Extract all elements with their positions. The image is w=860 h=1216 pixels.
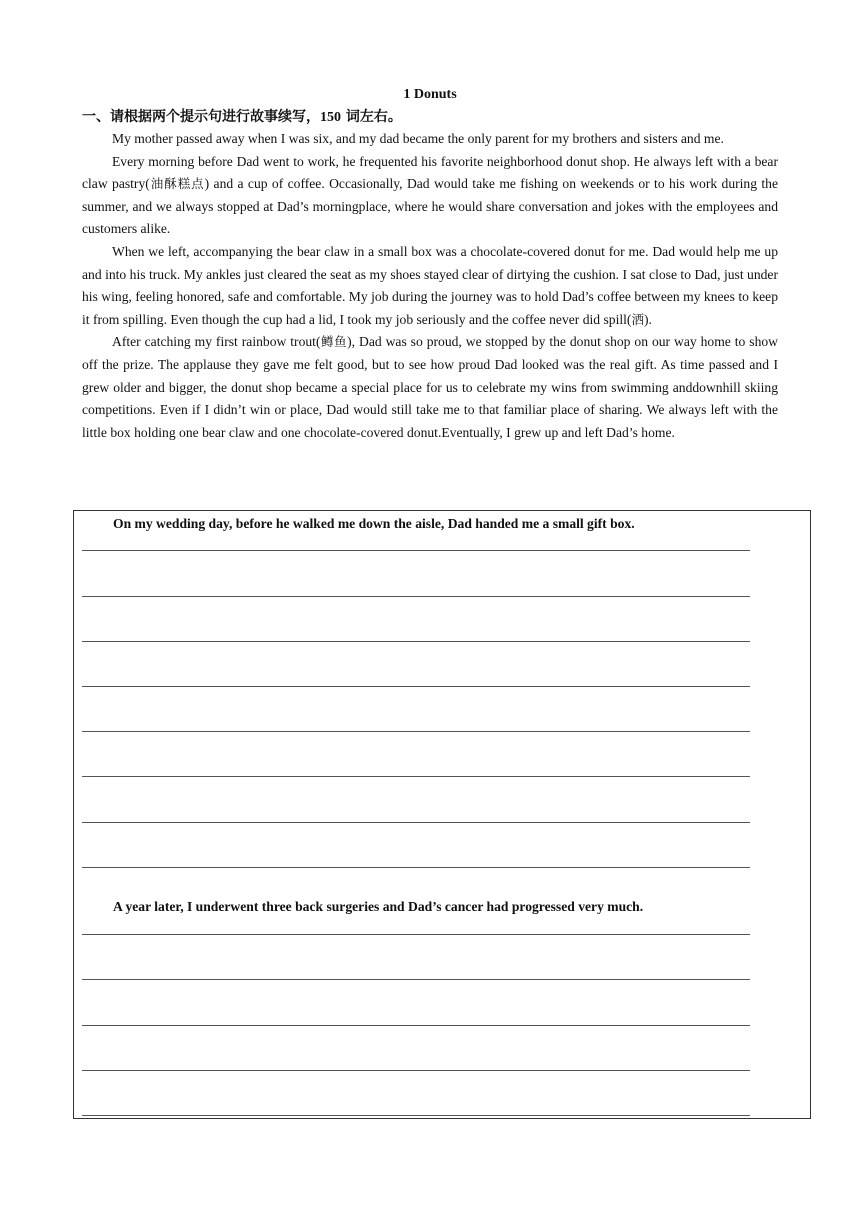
paragraph-text: Every morning before Dad went to work, he frequented his favorite neighborhood donut shop. He always left with a bear claw pastry( [82,153,778,192]
paragraph-text: My mother passed away when I was six, and my dad became the only parent for my brothers and sisters and me. [112,131,724,146]
writing-line[interactable] [82,731,750,732]
instruction-suffix: 词左右。 [341,109,402,125]
chinese-gloss: 油酥糕点 [149,176,205,192]
writing-line[interactable] [82,822,750,823]
writing-area [73,510,811,1119]
instruction-prefix: 一、请根据两个提示句进行故事续写， [82,109,320,125]
writing-line[interactable] [82,934,750,935]
paragraph-text: After catching my first rainbow trout( [112,334,321,350]
writing-line[interactable] [82,641,750,642]
chinese-gloss: 洒 [631,311,644,327]
instruction-word-count: 150 [320,110,341,125]
writing-line[interactable] [82,867,750,868]
writing-line[interactable] [82,596,750,597]
writing-line[interactable] [82,1025,750,1026]
continuation-prompt-2: A year later, I underwent three back surgeries and Dad’s cancer had progressed very much. [113,899,644,914]
writing-line[interactable] [82,1115,750,1116]
passage-paragraph [82,241,778,331]
passage-paragraph [82,151,778,241]
paragraph-text: ) and a cup of coffee. Occasionally, Dad would take me fishing on weekends or to his work during the summer, and we always stopped at Dad’s morningplace, where he would share conversation and jokes with the employees and customers alike. [82,176,778,237]
passage-paragraph [82,128,778,151]
paragraph-text: ). [643,311,652,327]
writing-line[interactable] [82,686,750,687]
writing-line[interactable] [82,776,750,777]
writing-line[interactable] [82,979,750,980]
continuation-prompt-1: On my wedding day, before he walked me down the aisle, Dad handed me a small gift box. [113,516,635,531]
paragraph-text: ), Dad was so proud, we stopped by the donut shop on our way home to show off the prize. The applause they gave me felt good, but to see how proud Dad looked was the real gift. As time passed and I grew older and bigger, the donut shop became a special place for us to celebrate my wins from swimming anddownhill skiing competitions. Even if I didn’t win or place, Dad would still take me to that familiar place of sharing. We always left with the little box holding one bear claw and one chocolate-covered donut.Eventually, I grew up and left Dad’s home. [82,334,778,440]
writing-line[interactable] [82,550,750,551]
task-instruction [82,108,402,127]
page-title: 1 Donuts [403,87,457,102]
paragraph-text: When we left, accompanying the bear claw in a small box was a chocolate-covered donut for me. Dad would help me up and into his truck. My ankles just cleared the seat as my shoes stayed clear of dirtying the cushion. I sat close to Dad, just under his wing, feeling honored, safe and comfortable. My job during the journey was to hold Dad’s coffee between my knees to keep it from spilling. Even though the cup had a lid, I took my job seriously and the coffee never did spill( [82,243,778,327]
chinese-gloss: 鳟鱼 [320,334,348,350]
passage-paragraph [82,331,778,444]
story-passage [82,128,778,444]
writing-line[interactable] [82,1070,750,1071]
